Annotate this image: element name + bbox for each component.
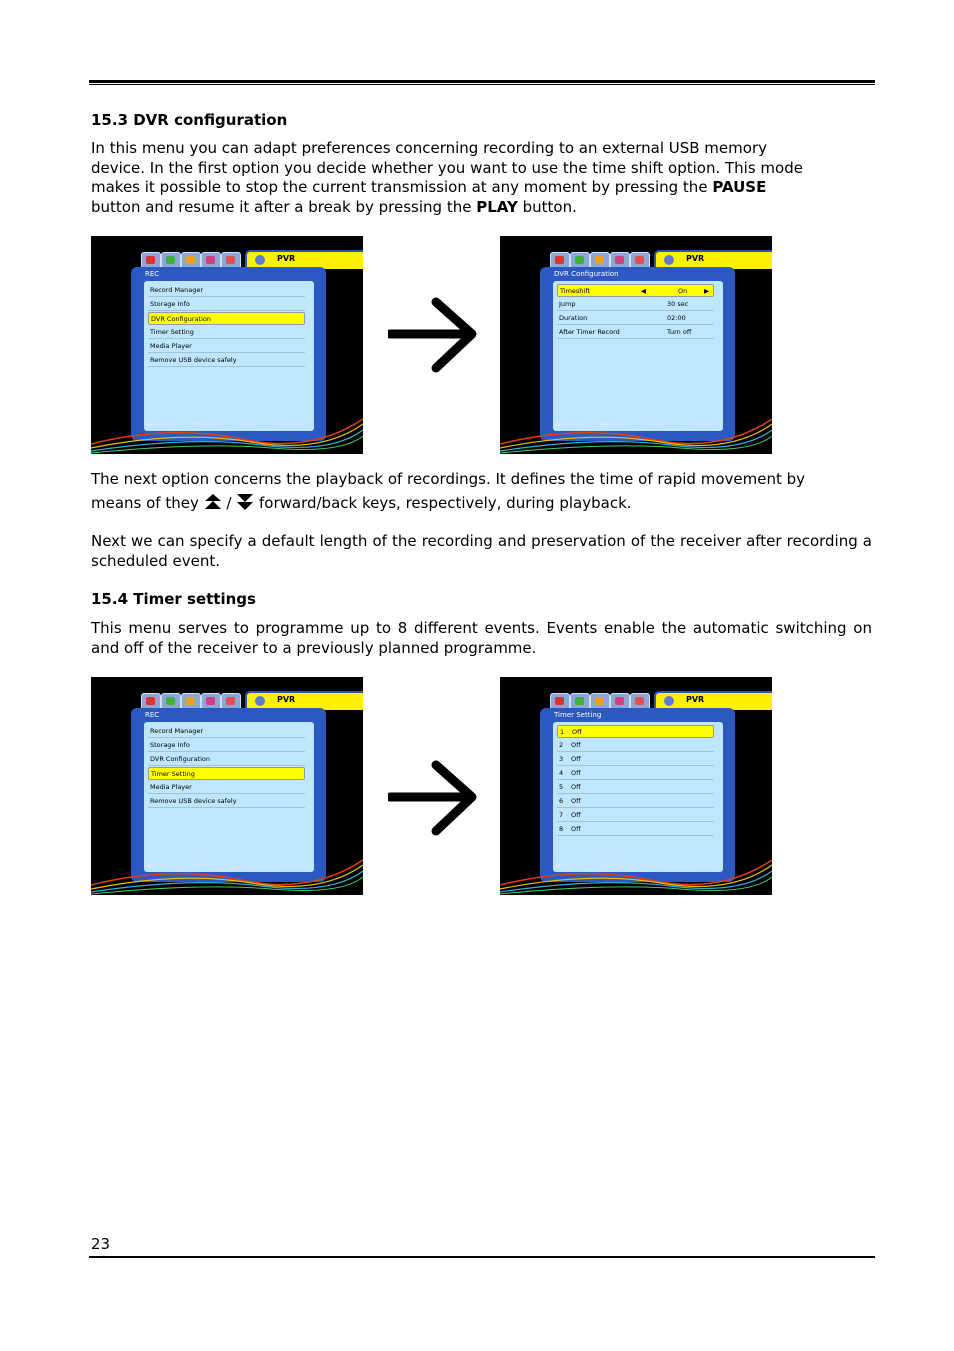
menu-footer: ◀▶ Change ▲▼ Move ⊙ Exit ⊙ Select <box>145 862 304 869</box>
screenshot-timer-setting <box>500 677 772 895</box>
tab-pvr: PVR <box>654 691 772 710</box>
menu-list <box>144 281 314 431</box>
timer-row: 3 Off <box>557 753 714 766</box>
screenshot-rec-menu-1 <box>91 236 363 454</box>
pvr-icon <box>255 696 265 706</box>
screenshot-dvr-configuration <box>500 236 772 454</box>
screenshot-rec-menu-2 <box>91 677 363 895</box>
menu-footer: ◀▶ Change ▲▼ Move ⊙ Exit ⊙ Select <box>554 862 713 869</box>
list-item-selected: Timer Setting <box>148 767 305 780</box>
setting-row: Duration 02:00 <box>557 312 714 325</box>
timer-row: 4 Off <box>557 767 714 780</box>
menu-list <box>144 722 314 872</box>
arrow-right-icon <box>388 757 478 837</box>
list-item: Record Manager <box>148 725 305 738</box>
footer-rule <box>89 1256 875 1258</box>
panel-title: REC <box>145 270 160 278</box>
section-heading-timer: 15.4 Timer settings <box>91 590 256 608</box>
timer-row: 5 Off <box>557 781 714 794</box>
tab-pvr: PVR <box>245 250 363 269</box>
list-item: Remove USB device safely <box>148 795 305 808</box>
panel-title: Timer Setting <box>554 711 602 719</box>
swirl-decoration <box>500 414 772 454</box>
swirl-decoration <box>500 855 772 895</box>
panel-title: REC <box>145 711 160 719</box>
pvr-icon <box>664 696 674 706</box>
arrow-right-icon <box>388 296 478 376</box>
setting-row-selected: Timeshift ◀ On ▶ <box>557 284 714 297</box>
settings-list <box>553 281 723 431</box>
tab-pvr: PVR <box>245 691 363 710</box>
fast-rewind-down-icon <box>236 493 254 511</box>
menu-footer: ◀▶ Change ▲▼ Move ⊙ Exit ⊙ Select <box>554 421 713 428</box>
paragraph-recording-length: Next we can specify a default length of the recording and preservation of the receiver after recording a scheduled event. <box>91 532 872 570</box>
list-item-selected: DVR Configuration <box>148 312 305 325</box>
timer-row: 6 Off <box>557 795 714 808</box>
paragraph-dvr-intro: In this menu you can adapt preferences concerning recording to an external USB memory device. In the first option you decide whether you want to use the time shift option. This mode makes it possible to stop the current transmission at any moment by pressing the PAUSE button and resume it after a break by pressing the PLAY button. <box>91 139 803 217</box>
timer-row-selected: 1 Off <box>557 725 714 738</box>
setting-row: Jump 30 sec <box>557 298 714 311</box>
list-item: Storage Info <box>148 739 305 752</box>
tab-pvr: PVR <box>654 250 772 269</box>
page-number: 23 <box>91 1235 111 1253</box>
pvr-icon <box>255 255 265 265</box>
paragraph-timer: This menu serves to programme up to 8 different events. Events enable the automatic switching on and off of the receiver to a previously planned programme. <box>91 619 872 657</box>
timer-row: 7 Off <box>557 809 714 822</box>
list-item: Remove USB device safely <box>148 354 305 367</box>
menu-footer: ◀▶ Change ▲▼ Move ⊙ Exit ⊙ Select <box>145 421 304 428</box>
list-item: Timer Setting <box>148 326 305 339</box>
panel-title: DVR Configuration <box>554 270 619 278</box>
fast-forward-up-icon <box>204 493 222 511</box>
header-rule <box>89 80 875 83</box>
list-item: Record Manager <box>148 284 305 297</box>
swirl-decoration <box>91 414 363 454</box>
list-item: Media Player <box>148 340 305 353</box>
timer-row: 8 Off <box>557 823 714 836</box>
list-item: Storage Info <box>148 298 305 311</box>
list-item: DVR Configuration <box>148 753 305 766</box>
paragraph-playback: The next option concerns the playback of recordings. It defines the time of rapid movement by means of they / forward/back keys, respectively, during playback. <box>91 470 805 512</box>
swirl-decoration <box>91 855 363 895</box>
timer-row: 2 Off <box>557 739 714 752</box>
timer-list <box>553 722 723 872</box>
section-heading-dvr: 15.3 DVR configuration <box>91 111 288 129</box>
setting-row: After Timer Record Turn off <box>557 326 714 339</box>
pvr-icon <box>664 255 674 265</box>
list-item: Media Player <box>148 781 305 794</box>
